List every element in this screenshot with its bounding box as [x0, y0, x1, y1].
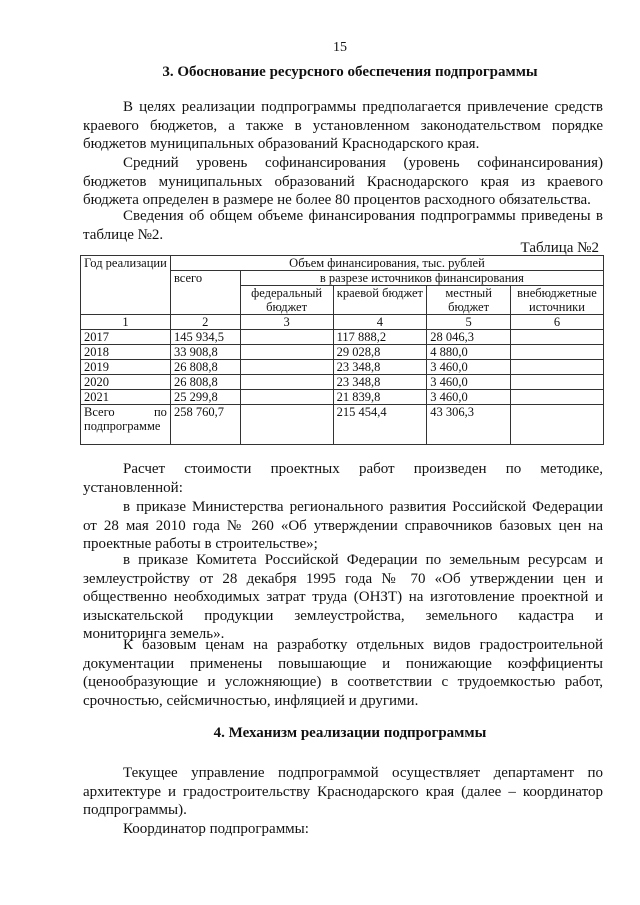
- table-row: [81, 375, 604, 390]
- section-4-heading: 4. Механизм реализации подпрограммы: [213, 725, 487, 741]
- after-table-paragraph-4: К базовым ценам на разработку отдельных видов градостроительной документации применены повышающие и понижающие коэффициенты (ценообразующие и усложняющие) в соответствии с трудоемкостью работ, срочностью, сейсмичностью, инфляцией и другими.: [83, 637, 603, 709]
- cell-local: 28 046,3: [427, 330, 511, 345]
- cell-extra: [511, 390, 604, 405]
- cell-total: 25 299,8: [170, 390, 240, 405]
- header-federal: федеральный бюджет: [240, 286, 333, 315]
- cell-extra: [511, 405, 604, 445]
- col-number: 6: [511, 315, 604, 330]
- header-by-sources: в разрезе источников финансирования: [240, 271, 603, 286]
- col-number: 5: [427, 315, 511, 330]
- table-row: [81, 330, 604, 345]
- header-year: Год реализации: [81, 256, 171, 315]
- section-3-paragraph-3: Сведения об общем объеме финансирования подпрограммы приведены в таблице №2.: [83, 208, 603, 243]
- cell-regional: 23 348,8: [333, 360, 427, 375]
- cell-total: 258 760,7: [170, 405, 240, 445]
- cell-year: Всего по подпрограмме: [81, 405, 171, 445]
- after-table-paragraph-1: Расчет стоимости проектных работ произведен по методике, установленной:: [83, 461, 603, 496]
- after-table-paragraph-2: в приказе Министерства регионального развития Российской Федерации от 28 мая 2010 года № 260 «Об утверждении справочников базовых цен на проектные работы в строительстве»;: [83, 499, 603, 553]
- cell-regional: 21 839,8: [333, 390, 427, 405]
- cell-extra: [511, 345, 604, 360]
- cell-total: 145 934,5: [170, 330, 240, 345]
- financing-table: [80, 255, 604, 445]
- cell-federal: [240, 360, 333, 375]
- cell-year: 2018: [81, 345, 171, 360]
- header-local: местный бюджет: [427, 286, 511, 315]
- section-4-paragraph-2: Координатор подпрограммы:: [123, 821, 309, 837]
- cell-total: 26 808,8: [170, 360, 240, 375]
- cell-regional: 23 348,8: [333, 375, 427, 390]
- section-4-paragraph-1: Текущее управление подпрограммой осуществляет департамент по архитектуре и градостроительству Краснодарского края (далее – координатор подпрограммы).: [83, 765, 603, 819]
- cell-local: 3 460,0: [427, 375, 511, 390]
- col-number: 4: [333, 315, 427, 330]
- table-row: [81, 360, 604, 375]
- cell-year: 2020: [81, 375, 171, 390]
- table-row: [81, 345, 604, 360]
- cell-year: 2017: [81, 330, 171, 345]
- column-numbers-row: [81, 315, 604, 330]
- cell-local: 3 460,0: [427, 390, 511, 405]
- cell-regional: 117 888,2: [333, 330, 427, 345]
- cell-federal: [240, 375, 333, 390]
- cell-local: 43 306,3: [427, 405, 511, 445]
- col-number: 3: [240, 315, 333, 330]
- table-row-total: [81, 405, 604, 445]
- section-3-heading: 3. Обоснование ресурсного обеспечения подпрограммы: [162, 64, 538, 80]
- cell-federal: [240, 330, 333, 345]
- cell-local: 4 880,0: [427, 345, 511, 360]
- header-volume: Объем финансирования, тыс. рублей: [170, 256, 603, 271]
- table-row: [81, 390, 604, 405]
- cell-total: 33 908,8: [170, 345, 240, 360]
- cell-year: 2021: [81, 390, 171, 405]
- cell-local: 3 460,0: [427, 360, 511, 375]
- cell-extra: [511, 360, 604, 375]
- cell-federal: [240, 405, 333, 445]
- page-number: 15: [333, 40, 347, 55]
- header-extra: внебюджетные источники: [511, 286, 604, 315]
- cell-total: 26 808,8: [170, 375, 240, 390]
- col-number: 2: [170, 315, 240, 330]
- table-caption: Таблица №2: [520, 240, 599, 256]
- cell-regional: 215 454,4: [333, 405, 427, 445]
- header-total: всего: [170, 271, 240, 315]
- after-table-paragraph-3: в приказе Комитета Российской Федерации по земельным ресурсам и землеустройству от 28 декабря 1995 года № 70 «Об утверждении цен и общественно необходимых затрат труда (ОНЗТ) на изготовление проектной и изыскательской продукции землеустройства, земельного кадастра и мониторинга земель».: [83, 552, 603, 643]
- cell-extra: [511, 375, 604, 390]
- cell-year: 2019: [81, 360, 171, 375]
- header-regional: краевой бюджет: [333, 286, 427, 315]
- cell-federal: [240, 345, 333, 360]
- cell-federal: [240, 390, 333, 405]
- cell-extra: [511, 330, 604, 345]
- col-number: 1: [81, 315, 171, 330]
- section-3-paragraph-1: В целях реализации подпрограммы предполагается привлечение средств краевого бюджетов, а также в установленном законодательством порядке бюджетов муниципальных образований Краснодарского края.: [83, 99, 603, 153]
- section-3-paragraph-2: Средний уровень софинансирования (уровень софинансирования) бюджетов муниципальных образований Краснодарского края из краевого бюджета определен в размере не более 80 процентов расходного обязательства.: [83, 155, 603, 209]
- cell-regional: 29 028,8: [333, 345, 427, 360]
